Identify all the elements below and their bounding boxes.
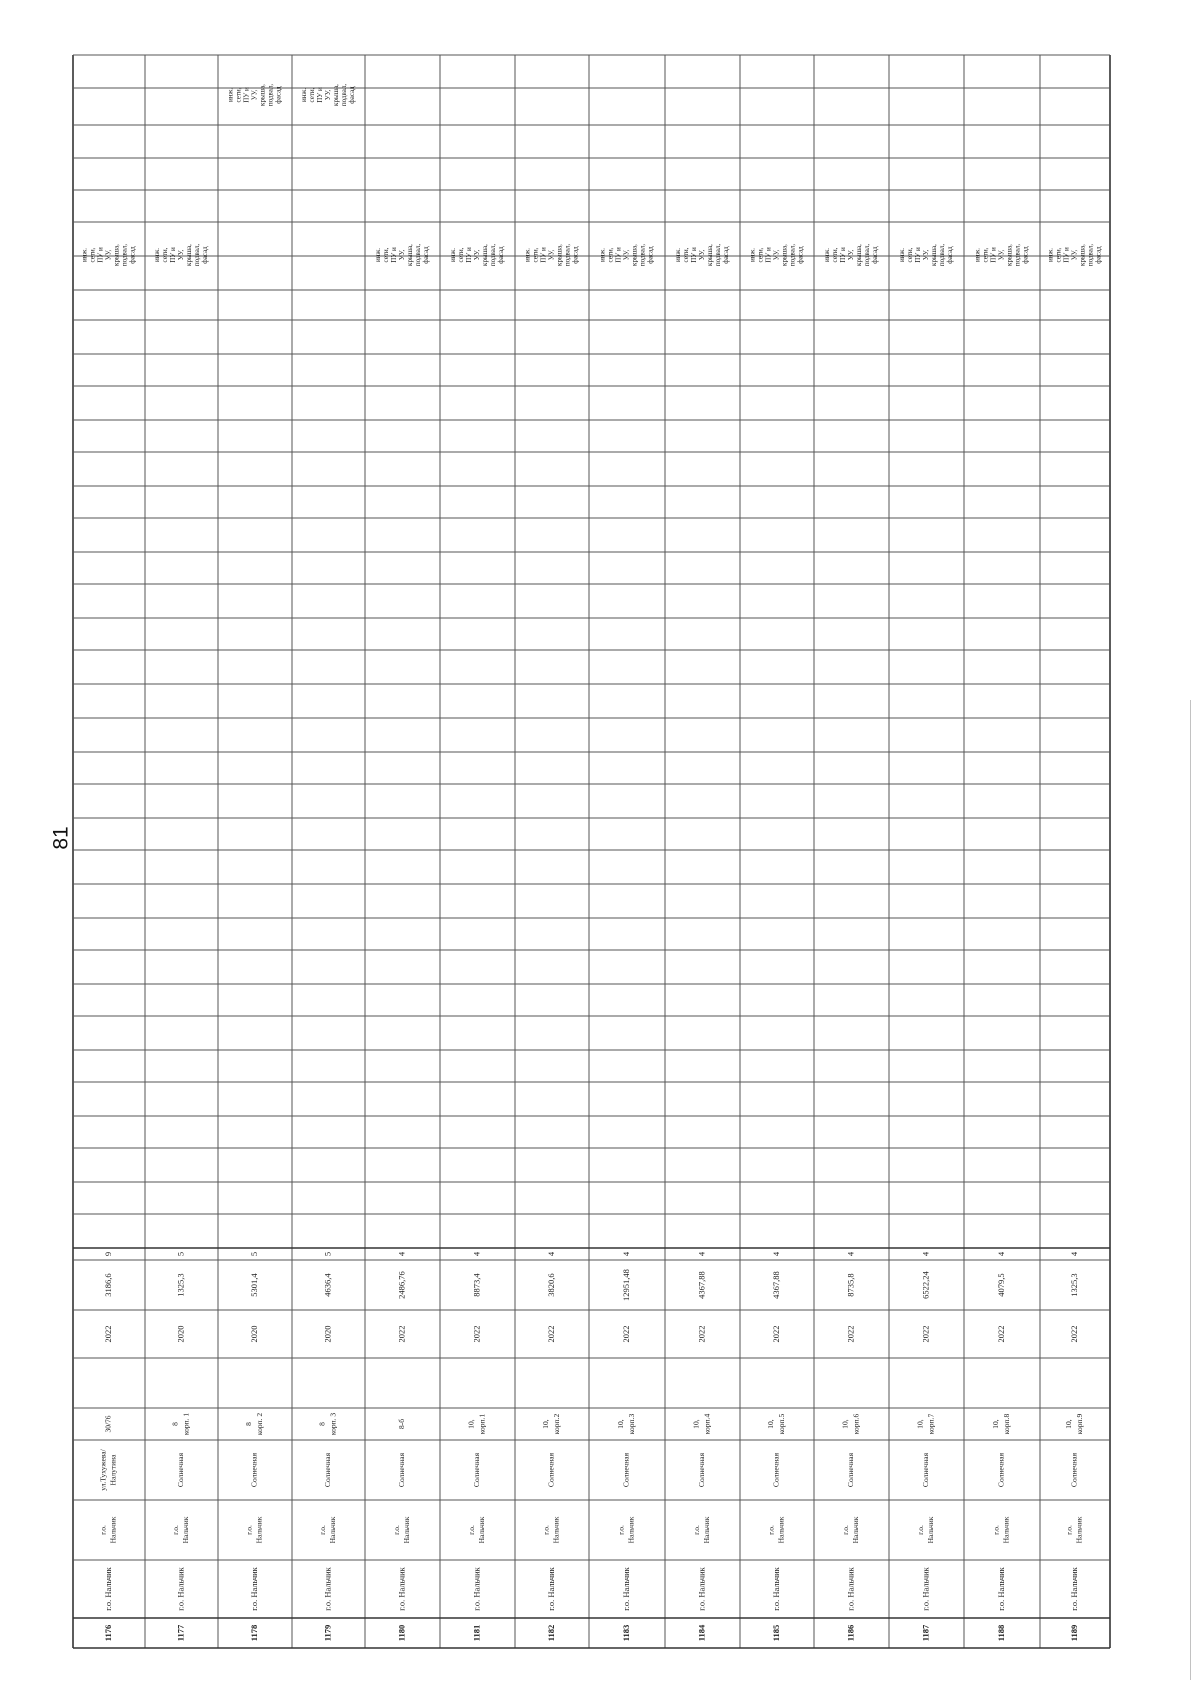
work-types-note: фасад: [571, 246, 580, 264]
work-types-note: УУ,: [997, 249, 1006, 261]
work-types-note: крыша,: [1005, 244, 1014, 266]
year-cell: 2022: [1068, 1325, 1079, 1343]
work-types-note: фасад: [201, 246, 210, 264]
work-types-note: УУ,: [1070, 249, 1079, 261]
year-cell: 2022: [471, 1325, 482, 1343]
work-types-note: ПУ и: [614, 247, 623, 263]
work-types-note: ПУ и: [96, 247, 105, 263]
house-number-cell: корп.6: [851, 1413, 861, 1435]
street-cell: Солнечная: [846, 1452, 856, 1488]
work-types-note: сети,: [308, 87, 317, 103]
settlement-cell: Нальчик: [776, 1516, 786, 1544]
settlement-cell: г.о.: [616, 1525, 626, 1535]
work-types-note: ПУ и: [914, 247, 923, 263]
house-number-cell: 8: [317, 1422, 327, 1426]
row-number: 1184: [696, 1624, 707, 1642]
year-cell: 2020: [175, 1325, 186, 1343]
house-number-cell: 10,: [466, 1419, 476, 1429]
area-cell: 4367,88: [770, 1271, 781, 1299]
year-cell: 2022: [620, 1325, 631, 1343]
row-number: 1177: [175, 1624, 186, 1642]
floors-cell: 5: [248, 1251, 259, 1257]
settlement-cell: г.о.: [692, 1525, 702, 1535]
settlement-cell: г.о.: [318, 1525, 328, 1535]
settlement-cell: Нальчик: [254, 1516, 264, 1544]
floors-cell: 4: [696, 1251, 707, 1257]
municipality-cell: г.о. Нальчик: [770, 1567, 781, 1611]
settlement-cell: Нальчик: [108, 1516, 118, 1544]
work-types-note: фасад: [722, 246, 731, 264]
floors-cell: 4: [620, 1251, 631, 1257]
house-number-cell: 8-б: [397, 1418, 407, 1430]
work-types-note: крыша,: [332, 84, 341, 106]
work-types-note: сети,: [234, 87, 243, 103]
floors-cell: 4: [770, 1251, 781, 1257]
work-types-note: инж.: [823, 247, 832, 263]
house-number-cell: корп.5: [777, 1413, 787, 1435]
work-types-note: сети,: [831, 247, 840, 263]
street-cell: Солнечная: [1069, 1452, 1079, 1488]
work-types-note: фасад: [497, 246, 506, 264]
work-types-note: инж.: [226, 87, 235, 103]
settlement-cell: Нальчик: [1001, 1516, 1011, 1544]
work-types-note: инж.: [674, 247, 683, 263]
work-types-note: ПУ и: [764, 247, 773, 263]
settlement-cell: Нальчик: [181, 1516, 191, 1544]
area-cell: 4079,5: [995, 1273, 1006, 1297]
house-number-cell: корп. 3: [328, 1412, 338, 1436]
work-types-note: подвал,: [788, 243, 797, 267]
work-types-note: ПУ и: [169, 247, 178, 263]
year-cell: 2022: [995, 1325, 1006, 1343]
row-number: 1183: [620, 1624, 631, 1642]
street-cell: Солнечная: [472, 1452, 482, 1488]
work-types-note: сети,: [981, 247, 990, 263]
house-number-cell: корп.1: [477, 1413, 487, 1435]
floors-cell: 4: [545, 1251, 556, 1257]
settlement-cell: г.о.: [541, 1525, 551, 1535]
municipality-cell: г.о. Нальчик: [995, 1567, 1006, 1611]
work-types-note: сети,: [1054, 247, 1063, 263]
house-number-cell: корп.7: [926, 1413, 936, 1435]
work-types-note: УУ,: [177, 249, 186, 261]
settlement-cell: Нальчик: [477, 1516, 487, 1544]
work-types-note: крыша,: [780, 244, 789, 266]
year-cell: 2022: [920, 1325, 931, 1343]
house-number-cell: 10,: [1064, 1419, 1074, 1429]
house-number-cell: 8: [244, 1422, 254, 1426]
municipality-cell: г.о. Нальчик: [920, 1567, 931, 1611]
work-types-note: фасад: [274, 86, 283, 104]
municipality-cell: г.о. Нальчик: [620, 1567, 631, 1611]
work-types-note: подвал,: [340, 83, 349, 107]
municipality-cell: г.о. Нальчик: [1068, 1567, 1079, 1611]
work-types-note: инж.: [748, 247, 757, 263]
work-types-note: УУ,: [622, 249, 631, 261]
work-types-note: фасад: [422, 246, 431, 264]
work-types-note: крыша,: [481, 244, 490, 266]
work-types-note: фасад: [646, 246, 655, 264]
street-cell: Солнечная: [546, 1452, 556, 1488]
floors-cell: 5: [175, 1251, 186, 1257]
work-types-note: фасад: [128, 246, 137, 264]
work-types-note: инж.: [1046, 247, 1055, 263]
street-cell: Солнечная: [323, 1452, 333, 1488]
year-cell: 2022: [696, 1325, 707, 1343]
work-types-note: фасад: [946, 246, 955, 264]
work-types-note: сети,: [382, 247, 391, 263]
house-number-cell: 30/76: [103, 1415, 113, 1433]
work-types-note: фасад: [348, 86, 357, 104]
floors-cell: 4: [471, 1251, 482, 1257]
settlement-cell: г.о.: [766, 1525, 776, 1535]
work-types-note: подвал,: [193, 243, 202, 267]
floors-cell: 5: [322, 1251, 333, 1257]
year-cell: 2022: [545, 1325, 556, 1343]
work-types-note: крыша,: [406, 244, 415, 266]
house-number-cell: корп.9: [1075, 1413, 1085, 1435]
house-number-cell: корп. 2: [255, 1412, 265, 1436]
municipality-cell: г.о. Нальчик: [248, 1567, 259, 1611]
work-types-note: подвал,: [863, 243, 872, 267]
work-types-note: крыша,: [555, 244, 564, 266]
work-types-note: инж.: [153, 247, 162, 263]
work-types-note: крыша,: [258, 84, 267, 106]
row-number: 1179: [322, 1624, 333, 1642]
work-types-note: инж.: [300, 87, 309, 103]
work-types-note: сети,: [756, 247, 765, 263]
work-types-note: сети,: [88, 247, 97, 263]
floors-cell: 4: [1068, 1251, 1079, 1257]
work-types-note: сети,: [682, 247, 691, 263]
area-cell: 5301,4: [248, 1273, 259, 1297]
work-types-note: сети,: [906, 247, 915, 263]
street-cell: Солнечная: [176, 1452, 186, 1488]
house-number-cell: 10,: [616, 1419, 626, 1429]
work-types-note: ПУ и: [465, 247, 474, 263]
table-grid-lines: [73, 55, 1110, 1648]
area-cell: 2486,76: [396, 1271, 407, 1299]
municipality-cell: г.о. Нальчик: [175, 1567, 186, 1611]
house-number-cell: 10,: [991, 1419, 1001, 1429]
municipality-cell: г.о. Нальчик: [696, 1567, 707, 1611]
work-types-note: УУ,: [772, 249, 781, 261]
settlement-cell: г.о.: [467, 1525, 477, 1535]
work-types-note: сети,: [161, 247, 170, 263]
year-cell: 2022: [845, 1325, 856, 1343]
settlement-cell: г.о.: [841, 1525, 851, 1535]
work-types-note: подвал,: [1013, 243, 1022, 267]
work-types-note: подвал,: [489, 243, 498, 267]
work-types-note: УУ,: [698, 249, 707, 261]
row-number: 1186: [845, 1624, 856, 1642]
page-number: 81: [49, 826, 73, 850]
work-types-note: подвал,: [638, 243, 647, 267]
work-types-note: УУ,: [847, 249, 856, 261]
work-types-note: подвал,: [1086, 243, 1095, 267]
area-cell: 12951,48: [620, 1269, 631, 1301]
settlement-cell: г.о.: [244, 1525, 254, 1535]
area-cell: 6522,24: [920, 1271, 931, 1299]
work-types-note: ПУ и: [839, 247, 848, 263]
work-types-note: крыша,: [855, 244, 864, 266]
settlement-cell: Нальчик: [702, 1516, 712, 1544]
work-types-note: УУ,: [250, 89, 259, 101]
house-number-cell: 10,: [541, 1419, 551, 1429]
work-types-note: инж.: [523, 247, 532, 263]
work-types-note: УУ,: [398, 249, 407, 261]
municipality-cell: г.о. Нальчик: [396, 1567, 407, 1611]
work-types-note: крыша,: [185, 244, 194, 266]
row-number: 1178: [248, 1624, 259, 1642]
work-types-note: УУ,: [104, 249, 113, 261]
house-number-cell: корп.2: [552, 1413, 562, 1435]
work-types-note: ПУ и: [242, 87, 251, 103]
work-types-note: фасад: [796, 246, 805, 264]
work-types-note: УУ,: [473, 249, 482, 261]
work-types-note: крыша,: [1078, 244, 1087, 266]
house-number-cell: 10,: [840, 1419, 850, 1429]
work-types-note: ПУ и: [1062, 247, 1071, 263]
work-types-note: УУ,: [324, 89, 333, 101]
area-cell: 8873,4: [471, 1273, 482, 1297]
work-types-note: инж.: [80, 247, 89, 263]
work-types-note: инж.: [374, 247, 383, 263]
work-types-note: подвал,: [563, 243, 572, 267]
floors-cell: 4: [920, 1251, 931, 1257]
work-types-note: ПУ и: [316, 87, 325, 103]
work-types-note: подвал,: [120, 243, 129, 267]
work-types-note: ПУ и: [539, 247, 548, 263]
work-types-note: крыша,: [112, 244, 121, 266]
work-types-note: подвал,: [266, 83, 275, 107]
house-number-cell: 10,: [766, 1419, 776, 1429]
work-types-note: фасад: [1094, 246, 1103, 264]
row-number: 1180: [396, 1624, 407, 1642]
work-types-note: УУ,: [547, 249, 556, 261]
work-types-note: сети,: [606, 247, 615, 263]
municipality-cell: г.о. Нальчик: [545, 1567, 556, 1611]
area-cell: 8735,8: [845, 1273, 856, 1297]
work-types-note: УУ,: [922, 249, 931, 261]
work-types-note: подвал,: [414, 243, 423, 267]
municipality-cell: г.о. Нальчик: [102, 1567, 113, 1611]
work-types-note: инж.: [973, 247, 982, 263]
work-types-note: крыша,: [630, 244, 639, 266]
work-types-note: инж.: [449, 247, 458, 263]
area-cell: 3820,6: [545, 1273, 556, 1297]
street-cell: Солнечная: [249, 1452, 259, 1488]
street-cell: Налутина: [108, 1454, 118, 1486]
municipality-cell: г.о. Нальчик: [471, 1567, 482, 1611]
municipality-cell: г.о. Нальчик: [845, 1567, 856, 1611]
work-types-note: ПУ и: [989, 247, 998, 263]
house-number-cell: корп.8: [1002, 1413, 1012, 1435]
street-cell: Солнечная: [621, 1452, 631, 1488]
settlement-cell: Нальчик: [626, 1516, 636, 1544]
work-types-note: подвал,: [714, 243, 723, 267]
settlement-cell: г.о.: [1064, 1525, 1074, 1535]
row-number: 1182: [545, 1624, 556, 1642]
municipality-cell: г.о. Нальчик: [322, 1567, 333, 1611]
area-cell: 1325,3: [175, 1273, 186, 1297]
street-cell: Солнечная: [697, 1452, 707, 1488]
work-types-note: крыша,: [930, 244, 939, 266]
year-cell: 2022: [102, 1325, 113, 1343]
row-number: 1188: [995, 1624, 1006, 1642]
street-cell: Солнечная: [996, 1452, 1006, 1488]
settlement-cell: Нальчик: [851, 1516, 861, 1544]
house-number-cell: 10,: [691, 1419, 701, 1429]
year-cell: 2022: [396, 1325, 407, 1343]
settlement-cell: г.о.: [98, 1525, 108, 1535]
work-types-note: ПУ и: [390, 247, 399, 263]
settlement-cell: Нальчик: [328, 1516, 338, 1544]
settlement-cell: Нальчик: [551, 1516, 561, 1544]
house-number-cell: 8: [170, 1422, 180, 1426]
year-cell: 2020: [248, 1325, 259, 1343]
floors-cell: 4: [995, 1251, 1006, 1257]
work-types-note: сети,: [531, 247, 540, 263]
house-number-cell: корп. 1: [181, 1412, 191, 1436]
work-types-note: инж.: [598, 247, 607, 263]
year-cell: 2020: [322, 1325, 333, 1343]
row-number: 1181: [471, 1624, 482, 1642]
street-cell: ул.Тухужева/: [98, 1449, 108, 1491]
row-number: 1176: [102, 1624, 113, 1642]
street-cell: Солнечная: [397, 1452, 407, 1488]
area-cell: 1325,3: [1068, 1273, 1079, 1297]
work-types-note: инж.: [898, 247, 907, 263]
work-types-note: крыша,: [706, 244, 715, 266]
floors-cell: 4: [845, 1251, 856, 1257]
settlement-cell: Нальчик: [926, 1516, 936, 1544]
floors-cell: 9: [102, 1251, 113, 1257]
floors-cell: 4: [396, 1251, 407, 1257]
area-cell: 4636,4: [322, 1273, 333, 1297]
settlement-cell: г.о.: [392, 1525, 402, 1535]
work-types-note: подвал,: [938, 243, 947, 267]
settlement-cell: Нальчик: [402, 1516, 412, 1544]
row-number: 1187: [920, 1624, 931, 1642]
row-number: 1189: [1068, 1624, 1079, 1642]
settlement-cell: Нальчик: [1074, 1516, 1084, 1544]
work-types-note: фасад: [1021, 246, 1030, 264]
street-cell: Солнечная: [921, 1452, 931, 1488]
settlement-cell: г.о.: [916, 1525, 926, 1535]
area-cell: 4367,88: [696, 1271, 707, 1299]
area-cell: 3186,6: [102, 1273, 113, 1297]
work-types-note: ПУ и: [690, 247, 699, 263]
settlement-cell: г.о.: [171, 1525, 181, 1535]
house-number-cell: корп.3: [627, 1413, 637, 1435]
street-cell: Солнечная: [771, 1452, 781, 1488]
work-types-note: фасад: [871, 246, 880, 264]
settlement-cell: г.о.: [991, 1525, 1001, 1535]
house-number-cell: 10,: [915, 1419, 925, 1429]
work-types-note: сети,: [457, 247, 466, 263]
row-number: 1185: [770, 1624, 781, 1642]
house-number-cell: корп.4: [702, 1413, 712, 1435]
year-cell: 2022: [770, 1325, 781, 1343]
